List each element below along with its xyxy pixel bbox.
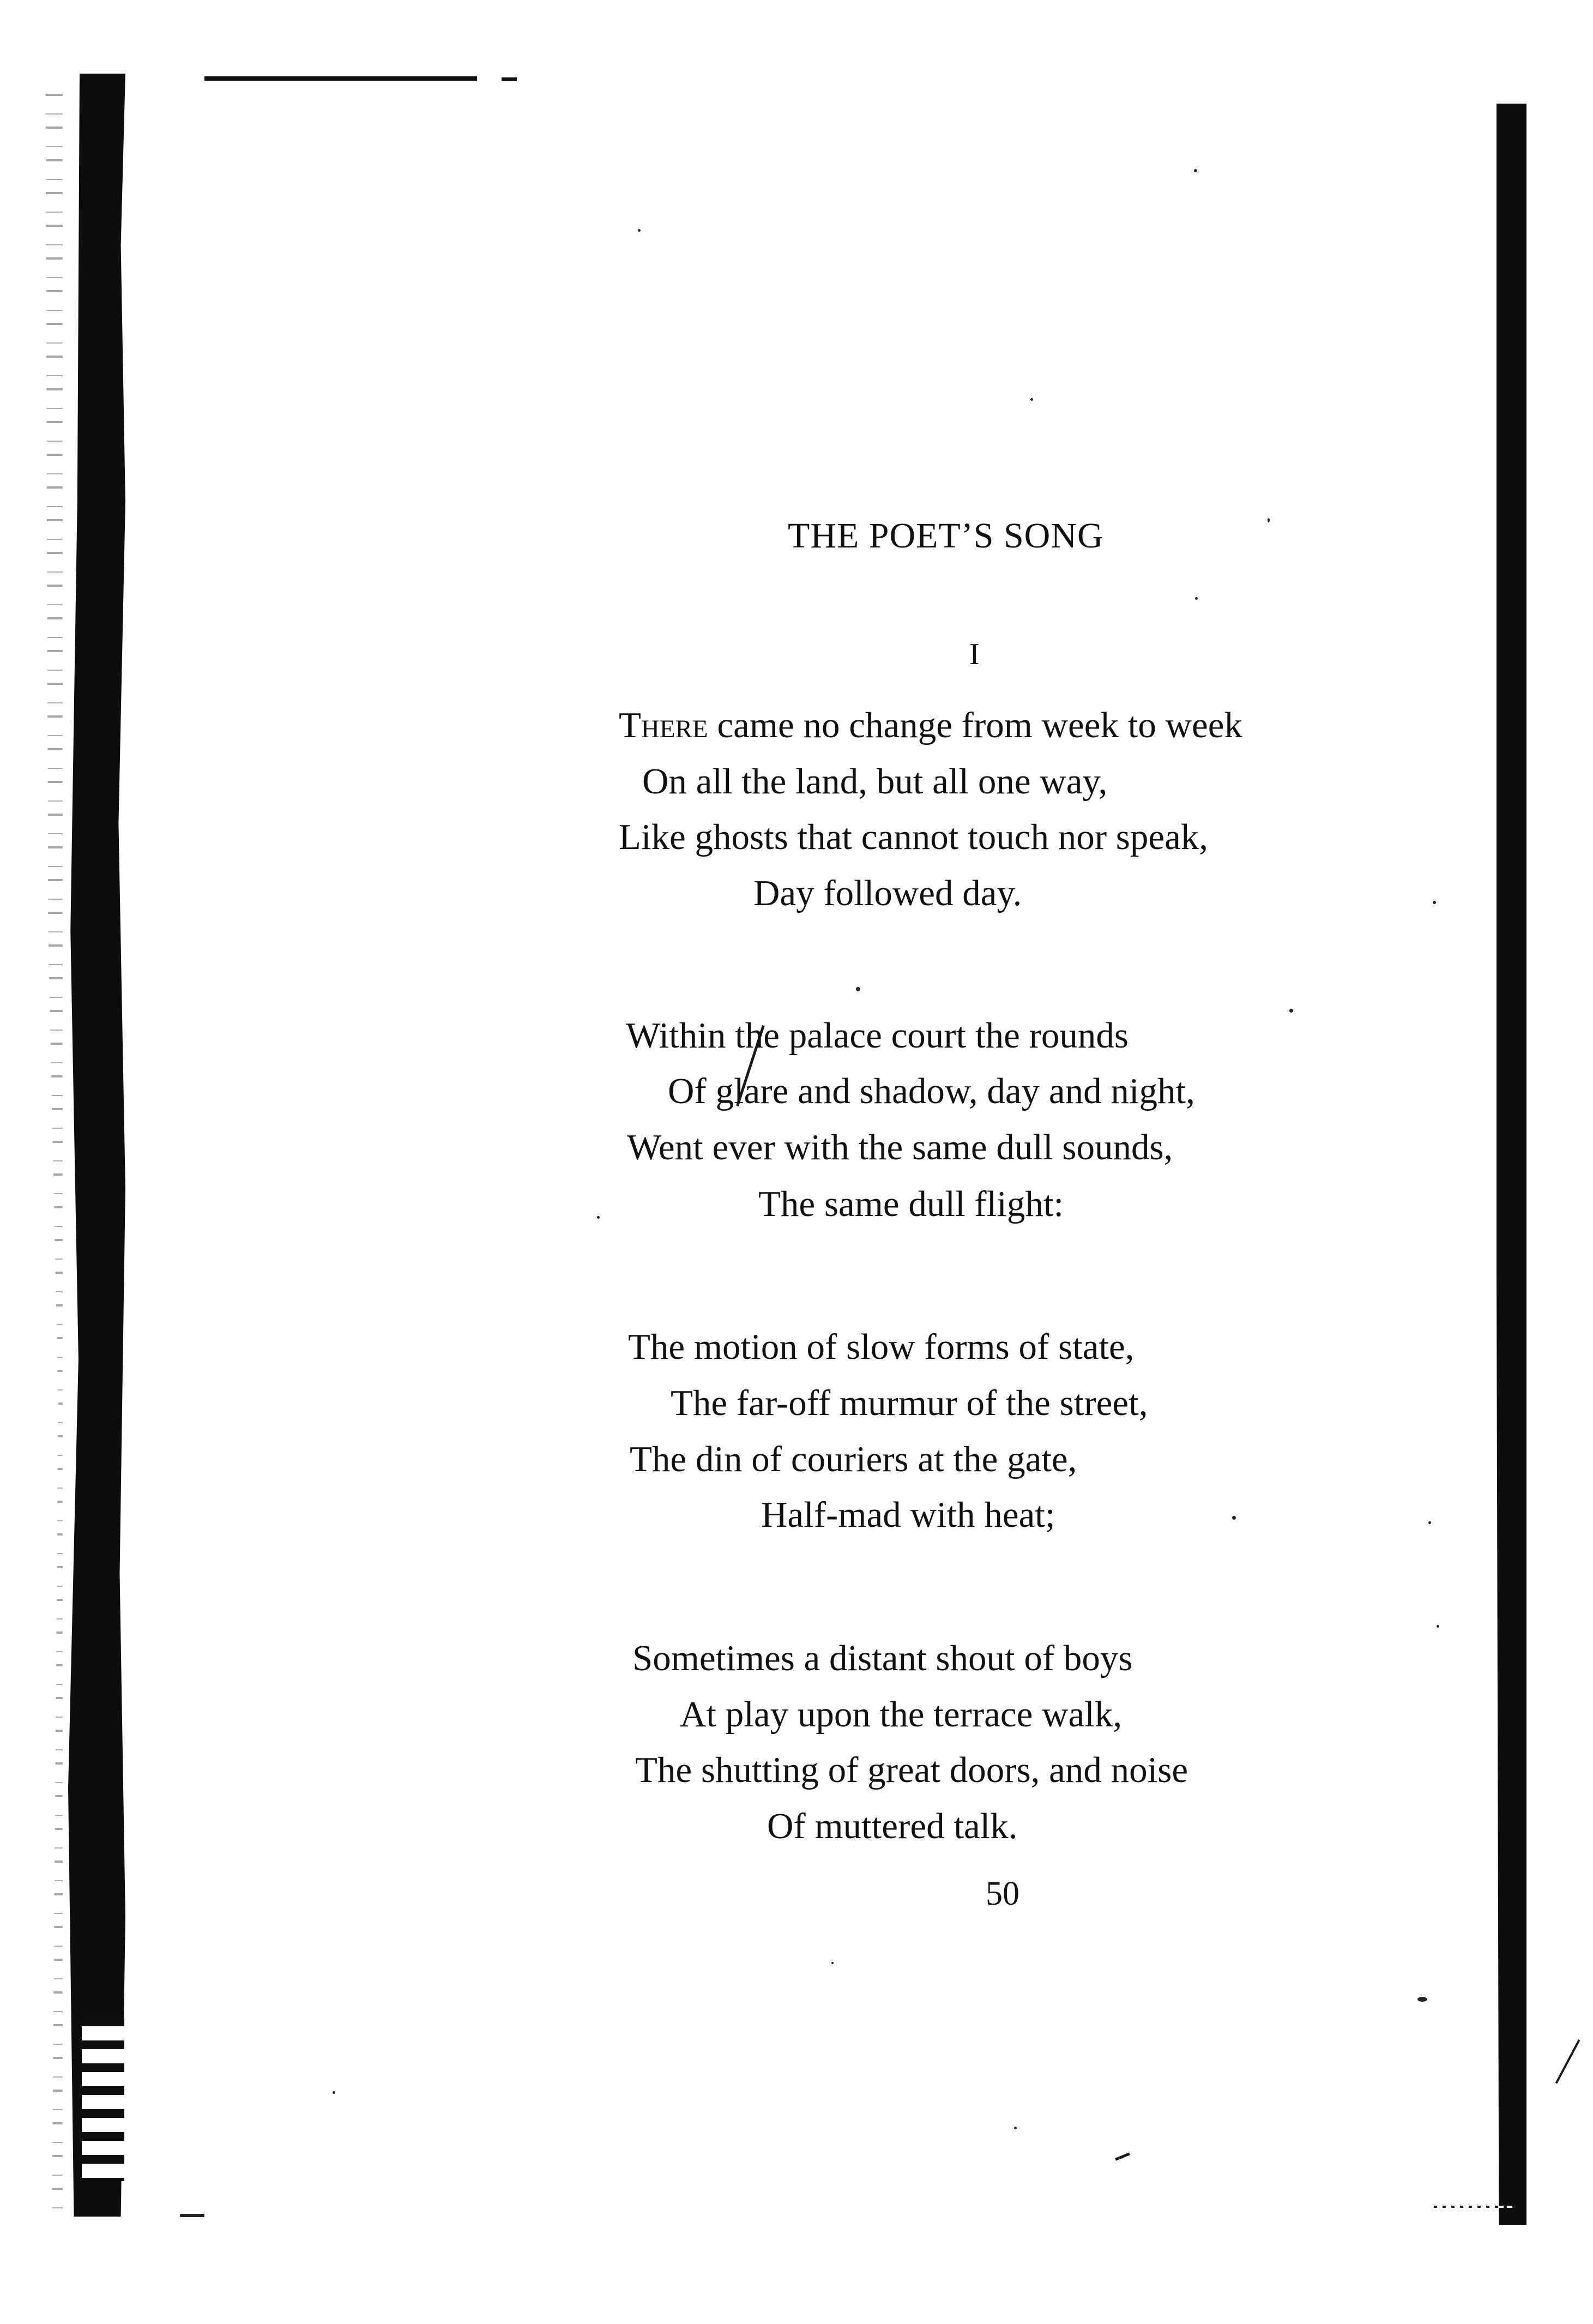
speck	[180, 2214, 204, 2217]
speck	[1195, 597, 1198, 600]
scan-right-border	[1497, 104, 1526, 2225]
speck	[1268, 518, 1270, 522]
poem-line: The motion of slow forms of state,	[628, 1327, 1135, 1367]
poem-line: Like ghosts that cannot touch nor speak,	[619, 817, 1209, 857]
speck	[597, 1216, 600, 1219]
section-numeral: I	[969, 637, 980, 671]
speck	[831, 1962, 834, 1964]
speck	[1194, 169, 1197, 172]
speck	[856, 987, 860, 991]
speck	[1289, 1009, 1293, 1013]
speck	[333, 2091, 335, 2094]
pen-mark	[1555, 2039, 1580, 2084]
poem-line	[619, 707, 1242, 744]
speck	[1433, 901, 1436, 904]
page-number: 50	[986, 1875, 1019, 1912]
poem-line: Went ever with the same dull sounds,	[627, 1127, 1173, 1167]
scan-top-mark	[502, 77, 517, 81]
poem-line: At play upon the terrace walk,	[680, 1694, 1123, 1735]
poem-title: THE POET’S SONG	[788, 516, 1104, 556]
poem-line: Of glare and shadow, day and night,	[668, 1071, 1195, 1111]
speck	[1417, 1997, 1427, 2002]
poem-line: Within the palace court the rounds	[626, 1015, 1129, 1056]
scan-left-border	[68, 74, 125, 2217]
scan-edge-speckle	[25, 82, 63, 2208]
poem-line: On all the land, but all one way,	[642, 761, 1108, 802]
opening-line-text: came no change from week to week	[708, 705, 1243, 745]
poem-line: Day followed day.	[753, 873, 1022, 913]
poem-line: The shutting of great doors, and noise	[635, 1750, 1188, 1790]
scan-bottom-dots	[1434, 2206, 1516, 2208]
poem-line: Half-mad with heat;	[761, 1495, 1055, 1535]
poem-line: The far-off murmur of the street,	[671, 1383, 1148, 1423]
speck	[1014, 2127, 1017, 2129]
scan-left-marks	[82, 2018, 124, 2181]
pen-mark	[1115, 2153, 1130, 2161]
poem-line: The same dull flight:	[758, 1184, 1064, 1224]
speck	[1437, 1625, 1439, 1628]
speck	[638, 229, 641, 232]
speck	[1428, 1521, 1431, 1524]
opening-word: There	[619, 705, 708, 745]
poem-line: Of muttered talk.	[767, 1806, 1018, 1846]
speck	[1030, 398, 1033, 401]
poem-line: Sometimes a distant shout of boys	[632, 1638, 1133, 1678]
scan-top-rule	[204, 76, 477, 81]
poem-line: The din of couriers at the gate,	[630, 1439, 1077, 1479]
speck	[1232, 1516, 1236, 1520]
